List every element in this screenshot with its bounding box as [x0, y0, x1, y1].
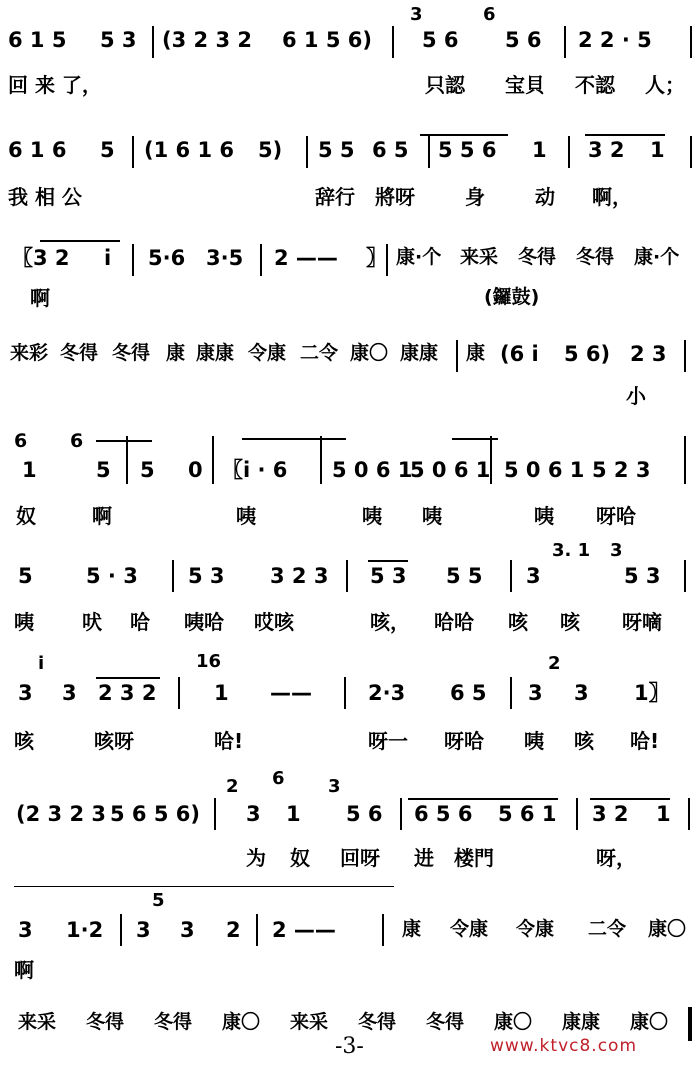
notes-row	[0, 344, 700, 384]
notes-row	[0, 248, 700, 288]
barline	[344, 677, 346, 709]
lyric: 哈哈	[434, 610, 474, 634]
lyric: 啊	[30, 286, 50, 310]
note-group: 5)	[258, 138, 283, 162]
lyric: 只認	[425, 73, 465, 97]
barline	[152, 26, 154, 58]
lyric: 啊	[14, 958, 34, 982]
lyric: 人；	[645, 73, 685, 97]
note-group: i	[104, 246, 112, 270]
grace-note: 3	[610, 540, 623, 561]
percussion: 来彩	[10, 342, 49, 364]
lyrics-row	[0, 386, 700, 416]
note-group: 5 6	[422, 28, 459, 52]
note-group: 1	[286, 802, 301, 826]
percussion: 康〇	[222, 1011, 261, 1033]
lyric: 哈	[130, 610, 150, 634]
lyric: 宝貝	[505, 73, 545, 97]
note-group: 5	[140, 458, 155, 482]
note-group: 2 ——	[272, 918, 336, 942]
lyric: 不認	[575, 73, 615, 97]
barline	[382, 914, 384, 946]
grace-note: 6	[272, 768, 285, 789]
note-group: 3	[528, 681, 543, 705]
barline	[688, 798, 690, 830]
notes-row	[0, 140, 700, 180]
note-group: 5 5 6	[438, 138, 497, 162]
lyrics-row	[0, 187, 700, 217]
note-group: 1〗	[634, 681, 670, 705]
note-group: 2	[226, 918, 241, 942]
lyric: 啊	[92, 504, 112, 528]
lyric: (鑼鼓)	[484, 286, 540, 308]
grace-note: 2	[226, 776, 239, 797]
slur	[14, 886, 394, 887]
lyric: 咳	[574, 729, 594, 753]
note-group: 5 0 6 1	[410, 458, 491, 482]
barline	[214, 798, 216, 830]
lyrics-row	[0, 288, 700, 318]
slur	[242, 438, 346, 440]
barline	[320, 436, 322, 484]
lyric: 咦	[14, 610, 34, 634]
notes-row	[0, 651, 700, 723]
barline	[568, 136, 570, 168]
lyric: 小	[626, 384, 646, 408]
barline	[690, 136, 692, 168]
note-group: 3 2 3	[270, 564, 329, 588]
lyric: 哎咳	[254, 610, 294, 634]
note-group: 5	[100, 138, 115, 162]
barline	[400, 798, 402, 830]
lyrics-row	[0, 960, 700, 990]
lyric: 呀嘀	[622, 610, 662, 634]
lyric: 啊，	[592, 185, 632, 209]
lyric: 咳呀	[94, 729, 134, 753]
notes-row	[0, 890, 700, 960]
lyric: 为	[246, 846, 266, 870]
grace-note: 3	[410, 4, 423, 25]
note-group: 5·6	[148, 246, 186, 270]
barline	[684, 560, 686, 592]
lyric: 咦哈	[184, 610, 224, 634]
lyric: 咦	[236, 504, 256, 528]
percussion: 康康	[196, 342, 235, 364]
note-group: 1	[214, 681, 229, 705]
grace-note: 3. 1	[552, 540, 591, 561]
barline	[256, 914, 258, 946]
note-group: 0	[188, 458, 203, 482]
barline	[456, 340, 458, 372]
note-group: 2 3 2	[98, 681, 157, 705]
lyric: 吠	[82, 610, 102, 634]
barline	[392, 26, 394, 58]
barline	[684, 340, 686, 372]
slur	[420, 134, 508, 136]
note-group: 5 · 3	[86, 564, 138, 588]
note-group: 3 2	[588, 138, 625, 162]
note-group: 2 ——	[274, 246, 338, 270]
percussion: 令康	[248, 342, 287, 364]
barline	[132, 244, 134, 276]
percussion: 康〇	[630, 1011, 669, 1033]
percussion: 康康	[562, 1011, 601, 1033]
note-group: 5	[18, 564, 33, 588]
percussion: 康	[402, 918, 422, 940]
grace-note: 16	[196, 651, 222, 672]
note-group: 3	[62, 681, 77, 705]
barline	[212, 436, 214, 484]
note-group: 2 3	[630, 342, 667, 366]
lyric: 咦	[534, 504, 554, 528]
percussion: 康〇	[494, 1011, 533, 1033]
note-group: 6 1 5 6)	[282, 28, 372, 52]
lyric: 咳	[508, 610, 528, 634]
note-group: (2 3 2 3	[16, 802, 106, 826]
lyric: 辞行	[315, 185, 355, 209]
percussion: 冬得	[86, 1011, 125, 1033]
note-group: 6 5 6	[414, 802, 473, 826]
note-group: 6 5	[450, 681, 487, 705]
notes-row	[0, 4, 700, 70]
note-group: (6 i	[500, 342, 539, 366]
note-group: 6 1 6	[8, 138, 67, 162]
lyric: 身	[465, 185, 485, 209]
percussion: 康·个	[634, 246, 680, 268]
barline	[690, 26, 692, 58]
note-group: 5 6 5 6)	[110, 802, 200, 826]
slur	[590, 798, 670, 800]
note-group: 3	[574, 681, 589, 705]
note-group: 〗	[366, 246, 387, 270]
note-group: 5 3	[100, 28, 137, 52]
note-group: 1	[22, 458, 37, 482]
grace-note: 6	[14, 430, 28, 452]
lyric: 咦	[524, 729, 544, 753]
barline	[132, 136, 134, 168]
note-group: 5 3	[624, 564, 661, 588]
note-group: 〖3 2	[12, 246, 70, 270]
barline	[260, 244, 262, 276]
percussion: 冬得	[518, 246, 557, 268]
note-group: 1	[650, 138, 665, 162]
percussion: 令康	[450, 918, 489, 940]
barline	[510, 560, 512, 592]
lyrics-row	[0, 75, 700, 105]
percussion: 冬得	[60, 342, 99, 364]
note-group: 5	[96, 458, 111, 482]
note-group: 3	[526, 564, 541, 588]
percussion: 来采	[290, 1011, 329, 1033]
note-group: 6 1 5	[8, 28, 67, 52]
slur	[408, 798, 558, 800]
lyric: 咳	[14, 729, 34, 753]
note-group: 5 5	[446, 564, 483, 588]
slur	[585, 134, 665, 136]
lyric: 咦	[422, 504, 442, 528]
percussion: 冬得	[358, 1011, 397, 1033]
percussion: 康·个	[396, 246, 442, 268]
notes-row	[0, 768, 700, 844]
percussion: 康〇	[350, 342, 389, 364]
note-group: 〖i · 6	[222, 458, 288, 482]
grace-note: 3	[328, 776, 341, 797]
notes-row	[0, 430, 700, 500]
note-group: 1	[656, 802, 671, 826]
barline	[172, 560, 174, 592]
percussion: 冬得	[576, 246, 615, 268]
lyrics-row	[0, 506, 700, 536]
note-group: 5 6	[505, 28, 542, 52]
lyric: 哈!	[214, 729, 244, 753]
note-group: 3·5	[206, 246, 244, 270]
lyrics-row	[0, 612, 700, 642]
percussion: 来采	[460, 246, 499, 268]
slur	[368, 560, 408, 562]
lyric: 咦	[362, 504, 382, 528]
barline	[576, 798, 578, 830]
barline	[564, 26, 566, 58]
note-group: 1	[532, 138, 547, 162]
barline	[346, 560, 348, 592]
lyric: 奴	[16, 504, 36, 528]
barline	[510, 677, 512, 709]
slur	[96, 677, 160, 679]
note-group: (1 6 1 6	[144, 138, 234, 162]
note-group: 5 5	[318, 138, 355, 162]
slur	[96, 440, 152, 442]
note-group: 2 2 · 5	[578, 28, 652, 52]
grace-note: i	[38, 653, 45, 674]
lyric: 楼門	[454, 846, 494, 870]
note-group: 5 0 6 1	[504, 458, 585, 482]
note-group: 5 6 1	[498, 802, 557, 826]
notes-row	[0, 540, 700, 606]
grace-note: 5	[152, 890, 165, 911]
lyric: 呀，	[596, 846, 636, 870]
note-group: 3	[18, 681, 33, 705]
barline	[490, 436, 492, 484]
percussion: 令康	[516, 918, 555, 940]
note-group: 5 3	[370, 564, 407, 588]
lyric: 进	[414, 846, 434, 870]
barline	[120, 914, 122, 946]
percussion: 二令	[588, 918, 627, 940]
lyric: 呀一	[368, 729, 408, 753]
percussion: 冬得	[154, 1011, 193, 1033]
note-group: 3	[18, 918, 33, 942]
percussion: 来采	[18, 1011, 57, 1033]
note-group: 3 2	[592, 802, 629, 826]
note-group: 3	[246, 802, 261, 826]
lyric: 奴	[290, 846, 310, 870]
lyric: 呀哈	[444, 729, 484, 753]
lyric: 我 相 公	[8, 185, 82, 209]
note-group: 1·2	[66, 918, 104, 942]
note-group: 3	[136, 918, 151, 942]
lyric: 呀哈	[596, 504, 636, 528]
percussion: 冬得	[112, 342, 151, 364]
percussion: 二令	[300, 342, 339, 364]
note-group: 5 6	[346, 802, 383, 826]
grace-note: 6	[70, 430, 84, 452]
note-group: 5 3	[188, 564, 225, 588]
percussion: 冬得	[426, 1011, 465, 1033]
lyric: 將呀	[375, 185, 415, 209]
percussion: 康〇	[648, 918, 687, 940]
note-group: 3	[180, 918, 195, 942]
note-group: 6 5	[372, 138, 409, 162]
percussion: 康康	[400, 342, 439, 364]
barline	[428, 136, 430, 168]
lyric: 咳	[560, 610, 580, 634]
grace-note: 2	[548, 653, 561, 674]
lyric: 动	[535, 185, 555, 209]
percussion: 康	[166, 342, 186, 364]
page-number: -3-	[335, 1034, 364, 1059]
note-group: 5 2 3	[592, 458, 651, 482]
lyric: 咳，	[370, 610, 410, 634]
percussion: 康	[466, 342, 486, 364]
note-group: ——	[270, 681, 312, 705]
lyric: 哈!	[630, 729, 660, 753]
lyric: 回 来 了，	[8, 73, 102, 97]
lyrics-row	[0, 731, 700, 761]
lyrics-row	[0, 848, 700, 878]
barline	[306, 136, 308, 168]
barline	[386, 244, 388, 276]
note-group: (3 2 3 2	[162, 28, 252, 52]
slur	[40, 240, 120, 242]
note-group: 5 6)	[564, 342, 611, 366]
note-group: 2·3	[368, 681, 406, 705]
lyric: 回呀	[340, 846, 380, 870]
note-group: 5 0 6 1	[332, 458, 413, 482]
grace-note: 6	[483, 4, 496, 25]
barline	[684, 436, 686, 484]
barline	[178, 677, 180, 709]
page-footer	[0, 1028, 700, 1078]
watermark: www.ktvc8.com	[490, 1036, 637, 1056]
barline	[126, 436, 128, 484]
